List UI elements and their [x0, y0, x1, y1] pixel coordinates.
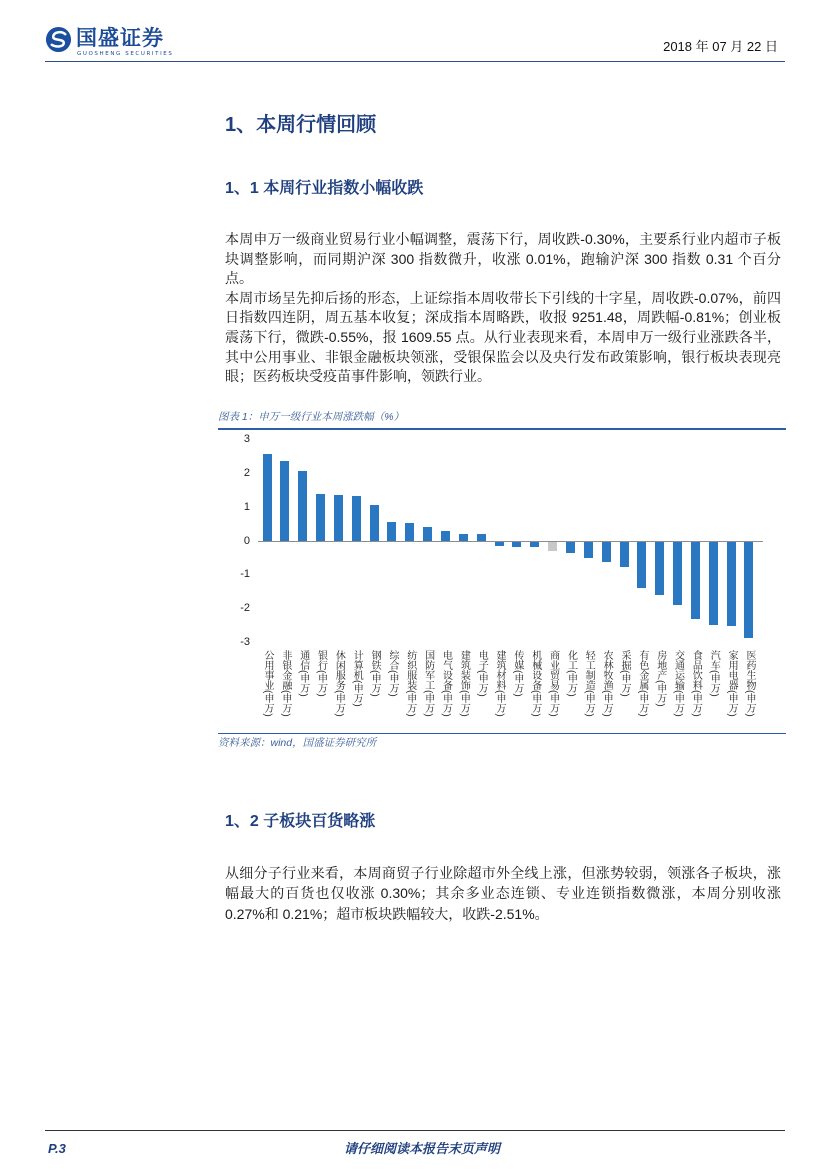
- x-tick-label: 通信(申万): [297, 650, 309, 697]
- chart-bar: [477, 534, 486, 541]
- x-tick-label: 非银金融(申万): [279, 650, 291, 717]
- x-tick-label: 医药生物(申万): [743, 650, 755, 717]
- x-tick-label: 化工(申万): [565, 650, 577, 697]
- chart-bar: [727, 541, 736, 626]
- x-tick-label: 计算机(申万): [351, 650, 363, 707]
- report-date: 2018 年 07 月 22 日: [663, 39, 778, 54]
- figure-bottom-rule: [218, 733, 786, 734]
- x-tick-label: 国防军工(申万): [422, 650, 434, 717]
- subsection-title: 1、1 本周行业指数小幅收跌: [225, 180, 424, 197]
- paragraph: 本周市场呈先抑后扬的形态，上证综指本周收带长下引线的十字星，周收跌-0.07%，前四日指数四连阴，周五基本收复；深成指本周略跌，收报 9251.48，周跌幅-0.81%；创业板震荡下行，微跌-0.55%，报 1609.55 点。从行业表现来看，本周申万一级行业涨跌各半，其中公用事业、非银金融板块领涨，受银保监会以及央行发布政策影响，银行板块表现亮眼；医药板块受疫苗事件影响，领跌行业。: [225, 289, 781, 385]
- x-tick-label: 钢铁(申万): [369, 650, 381, 697]
- bar-chart: [218, 431, 788, 731]
- chart-bar: [316, 494, 325, 541]
- footer-rule: [45, 1130, 785, 1131]
- chart-bar: [280, 461, 289, 541]
- chart-bar: [691, 541, 700, 619]
- y-tick-label: 0: [243, 534, 250, 547]
- x-tick-label: 商业贸易(申万): [547, 650, 559, 717]
- y-tick-label: 2: [243, 466, 250, 479]
- y-tick-label: -3: [240, 635, 250, 648]
- figure-top-rule: [218, 428, 786, 430]
- subsection-text: [225, 863, 781, 924]
- figure-caption: 图表 1：申万一级行业本周涨跌幅（%）: [218, 411, 405, 423]
- chart-bar: [370, 505, 379, 541]
- x-tick-label: 传媒(申万): [511, 650, 523, 697]
- paragraph: 本周申万一级商业贸易行业小幅调整，震荡下行，周收跌-0.30%，主要系行业内超市子板块调整影响，而同期沪深 300 指数微升，收涨 0.01%，跑输沪深 300 指数 0.31 个百分点。: [225, 231, 781, 287]
- logo-emblem-icon: [45, 26, 72, 53]
- figure-source: 资料来源：wind，国盛证券研究所: [218, 737, 377, 749]
- x-tick-label: 有色金属(申万): [636, 650, 648, 717]
- chart-bar: [584, 541, 593, 558]
- x-tick-label: 纺织服装(申万): [404, 650, 416, 717]
- section-title: 1、本周行情回顾: [225, 114, 377, 136]
- subsection-text: [225, 230, 781, 387]
- x-tick-label: 机械设备(申万): [529, 650, 541, 717]
- chart-bar: [620, 541, 629, 567]
- x-tick-label: 食品饮料(申万): [690, 650, 702, 717]
- y-tick-label: 3: [243, 433, 250, 446]
- x-tick-label: 休闲服务(申万): [333, 650, 345, 717]
- x-tick-label: 建筑装饰(申万): [458, 650, 470, 717]
- chart-bar: [423, 527, 432, 541]
- x-tick-label: 电子(申万): [476, 650, 488, 697]
- chart-bar: [709, 541, 718, 625]
- x-tick-label: 采掘(申万): [619, 650, 630, 697]
- subsection-title: 1、2 子板块百货略涨: [225, 813, 376, 830]
- chart-bar: [387, 522, 396, 541]
- chart-bar: [334, 495, 343, 541]
- x-tick-label: 交通运输(申万): [672, 650, 684, 717]
- chart-bar: [744, 541, 753, 638]
- chart-bar: [655, 541, 664, 595]
- y-tick-label: 1: [243, 500, 250, 513]
- x-tick-label: 家用电器(申万): [726, 650, 738, 717]
- x-tick-label: 轻工制造(申万): [583, 650, 595, 717]
- chart-bar: [602, 541, 611, 562]
- x-tick-label: 银行(申万): [315, 650, 327, 697]
- y-tick-label: -1: [240, 568, 250, 581]
- x-tick-label: 汽车(申万): [708, 650, 720, 697]
- x-axis-zero-line: [258, 541, 763, 542]
- x-tick-label: 综合(申万): [386, 650, 398, 697]
- chart-bar: [566, 541, 575, 553]
- chart-bar: [263, 454, 272, 541]
- x-tick-label: 农林牧渔(申万): [601, 650, 613, 717]
- chart-bar: [405, 523, 414, 541]
- x-tick-label: 电气设备(申万): [440, 650, 452, 717]
- x-tick-label: 公用事业(申万): [262, 650, 273, 717]
- logo-subtext: GUOSHENG SECURITIES: [77, 51, 174, 57]
- header-rule: [45, 61, 785, 62]
- x-tick-label: 建筑材料(申万): [494, 650, 506, 717]
- chart-bar: [298, 471, 307, 541]
- footer-disclaimer: 请仔细阅读本报告末页声明: [343, 1141, 500, 1156]
- chart-bar: [637, 541, 646, 588]
- chart-bar: [352, 496, 361, 541]
- page-number: P.3: [48, 1141, 66, 1156]
- x-tick-label: 房地产(申万): [654, 650, 666, 707]
- chart-bar: [548, 541, 557, 551]
- logo-wordmark: 国盛证券: [76, 26, 164, 50]
- chart-bar: [459, 534, 468, 541]
- chart-bar: [673, 541, 682, 605]
- paragraph: 从细分子行业来看，本周商贸子行业除超市外全线上涨，但涨势较弱，领涨各子板块，涨幅最大的百货也仅收涨 0.30%；其余多业态连锁、专业连锁指数微涨，本周分别收涨 0.27%和 0.21%；超市板块跌幅较大，收跌-2.51%。: [225, 865, 781, 922]
- y-tick-label: -2: [240, 602, 250, 615]
- chart-bar: [441, 531, 450, 541]
